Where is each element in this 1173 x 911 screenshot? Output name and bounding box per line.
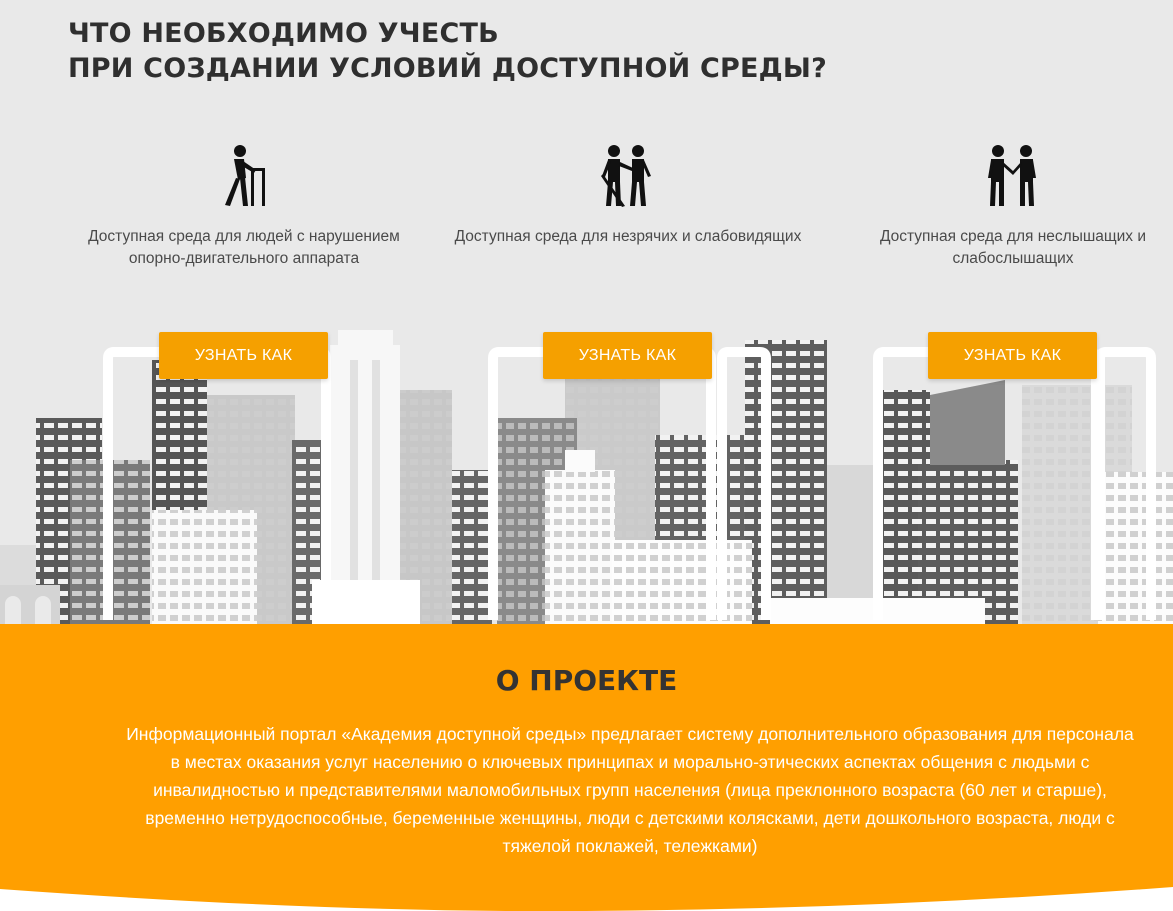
two-people-handshake-icon	[986, 144, 1038, 208]
learn-how-button-musculoskeletal[interactable]: УЗНАТЬ КАК	[159, 332, 328, 379]
card-text-hearing: Доступная среда для неслышащих и слабослышащих	[879, 228, 1147, 267]
heading-line-2: ПРИ СОЗДАНИИ УСЛОВИЙ ДОСТУПНОЙ СРЕДЫ?	[68, 53, 827, 84]
about-project-section	[0, 624, 1173, 911]
section-heading	[68, 16, 827, 86]
person-with-walker-icon	[218, 144, 268, 208]
card-text-musculoskeletal: Доступная среда для людей с нарушением опорно-двигательного аппарата	[88, 228, 400, 267]
learn-how-button-visual[interactable]: УЗНАТЬ КАК	[543, 332, 712, 379]
wave-divider	[0, 881, 1173, 911]
about-title: О ПРОЕКТЕ	[495, 664, 678, 697]
blind-person-with-guide-icon	[599, 144, 659, 208]
learn-how-button-hearing[interactable]: УЗНАТЬ КАК	[928, 332, 1097, 379]
heading-line-1: ЧТО НЕОБХОДИМО УЧЕСТЬ	[68, 18, 499, 49]
card-text-visual: Доступная среда для незрячих и слабовидящих	[454, 228, 802, 245]
about-text: Информационный портал «Академия доступной среды» предлагает систему дополнительного образования для персонала в местах оказания услуг населению о ключевых принципах и морально-этических аспектах общения с людьми с инвалидностью и представителями маломобильных групп населения (лица преклонного возраста (60 лет и старше), временно нетрудоспособные, беременные женщины, люди с детскими колясками, дети дошкольного возраста, люди с тяжелой поклажей, тележками)	[126, 724, 1134, 856]
